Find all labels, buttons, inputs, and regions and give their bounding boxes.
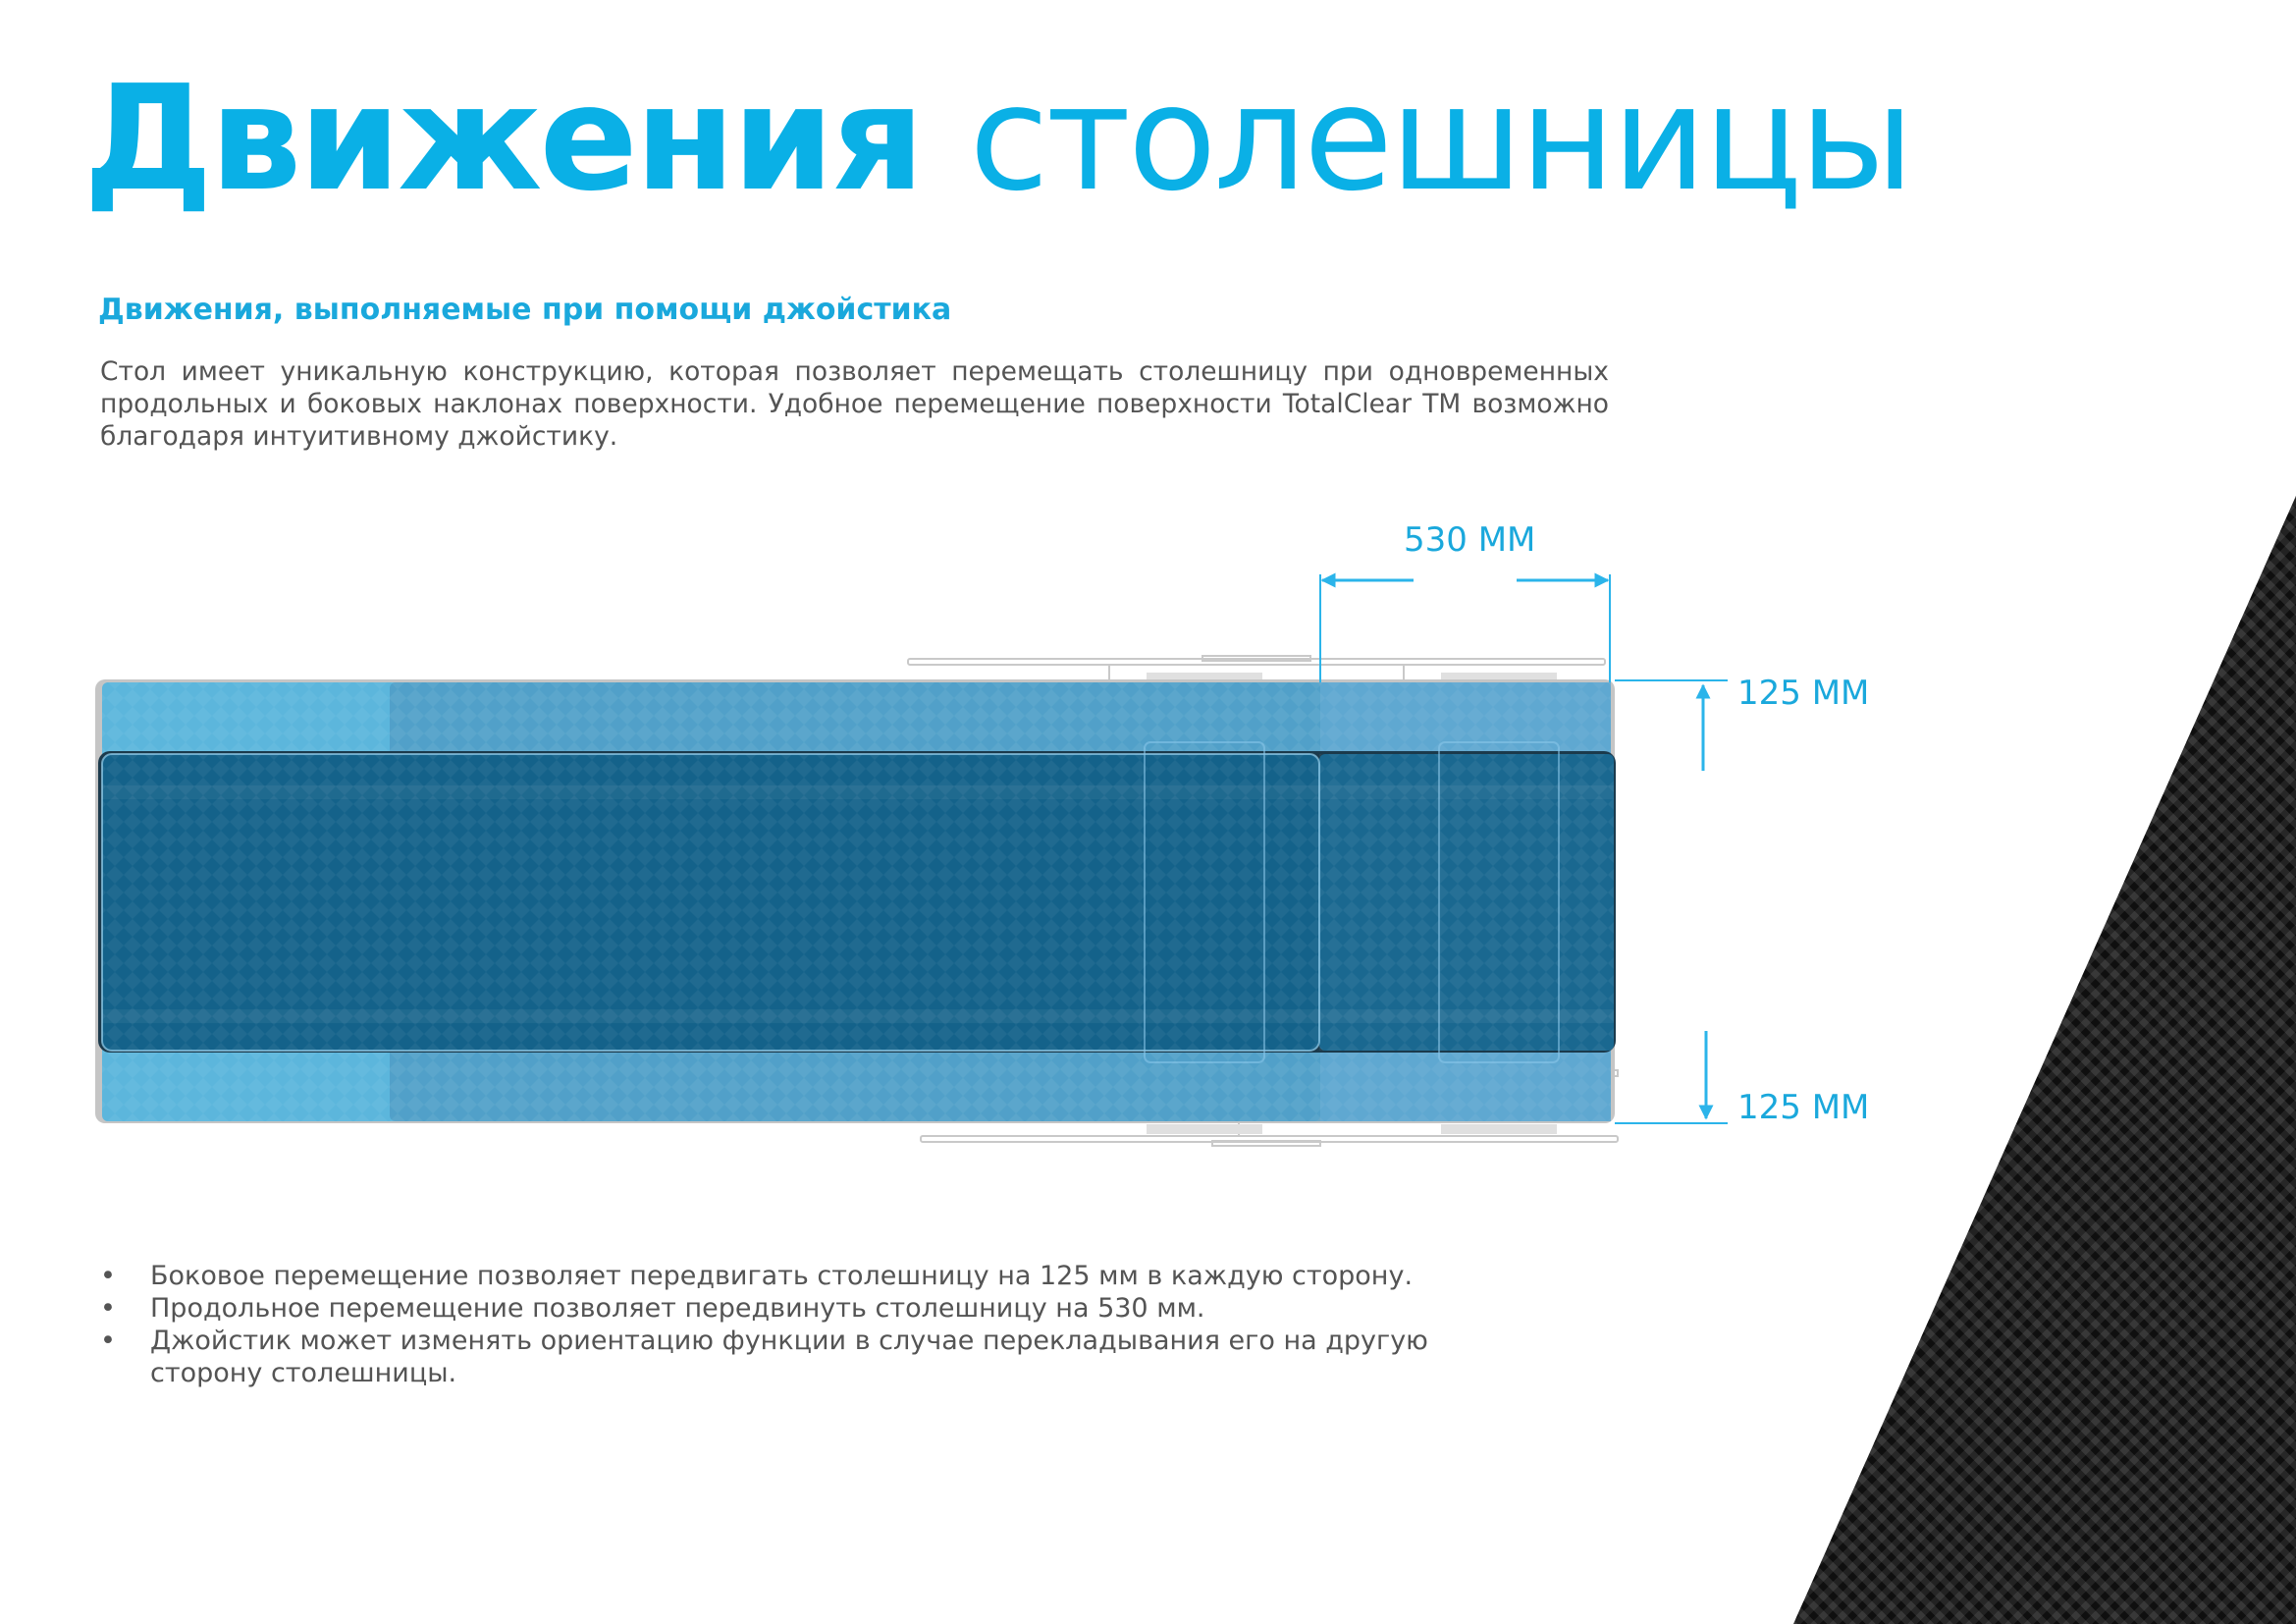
feature-bullet-list	[98, 1260, 1531, 1389]
intro-paragraph: Стол имеет уникальную конструкцию, которая позволяет перемещать столешницу при одновременных продольных и боковых наклонах поверхности. Удобное перемещение поверхности TotalClear TM возможно благодаря интуитивному джойстику.	[100, 356, 1609, 452]
list-item	[98, 1292, 1531, 1325]
bullet-dot: •	[100, 1261, 116, 1291]
lateral-down-dimension-label: 125 MM	[1737, 1088, 1870, 1127]
list-item	[98, 1325, 1531, 1389]
bullet-text: Джойстик может изменять ориентацию функции в случае перекладывания его на другую сторону столешницы.	[150, 1326, 1428, 1388]
longitudinal-dimension-label: 530 MM	[1404, 520, 1536, 560]
bullet-text: Боковое перемещение позволяет передвигать столешницу на 125 мм в каждую сторону.	[150, 1261, 1414, 1291]
page-title-light: столешницы	[969, 54, 1912, 223]
bullet-dot: •	[100, 1326, 116, 1356]
list-item	[98, 1260, 1531, 1292]
bullet-text: Продольное перемещение позволяет передвинуть столешницу на 530 мм.	[150, 1293, 1205, 1324]
bullet-dot: •	[100, 1293, 116, 1324]
page-title-bold: Движения	[83, 54, 922, 223]
dimension-530	[1320, 574, 1610, 682]
section-subtitle: Движения, выполняемые при помощи джойстика	[98, 293, 952, 327]
dimension-125-down	[1615, 1031, 1728, 1123]
dimension-125-up	[1615, 680, 1728, 771]
lateral-up-dimension-label: 125 MM	[1737, 674, 1870, 713]
